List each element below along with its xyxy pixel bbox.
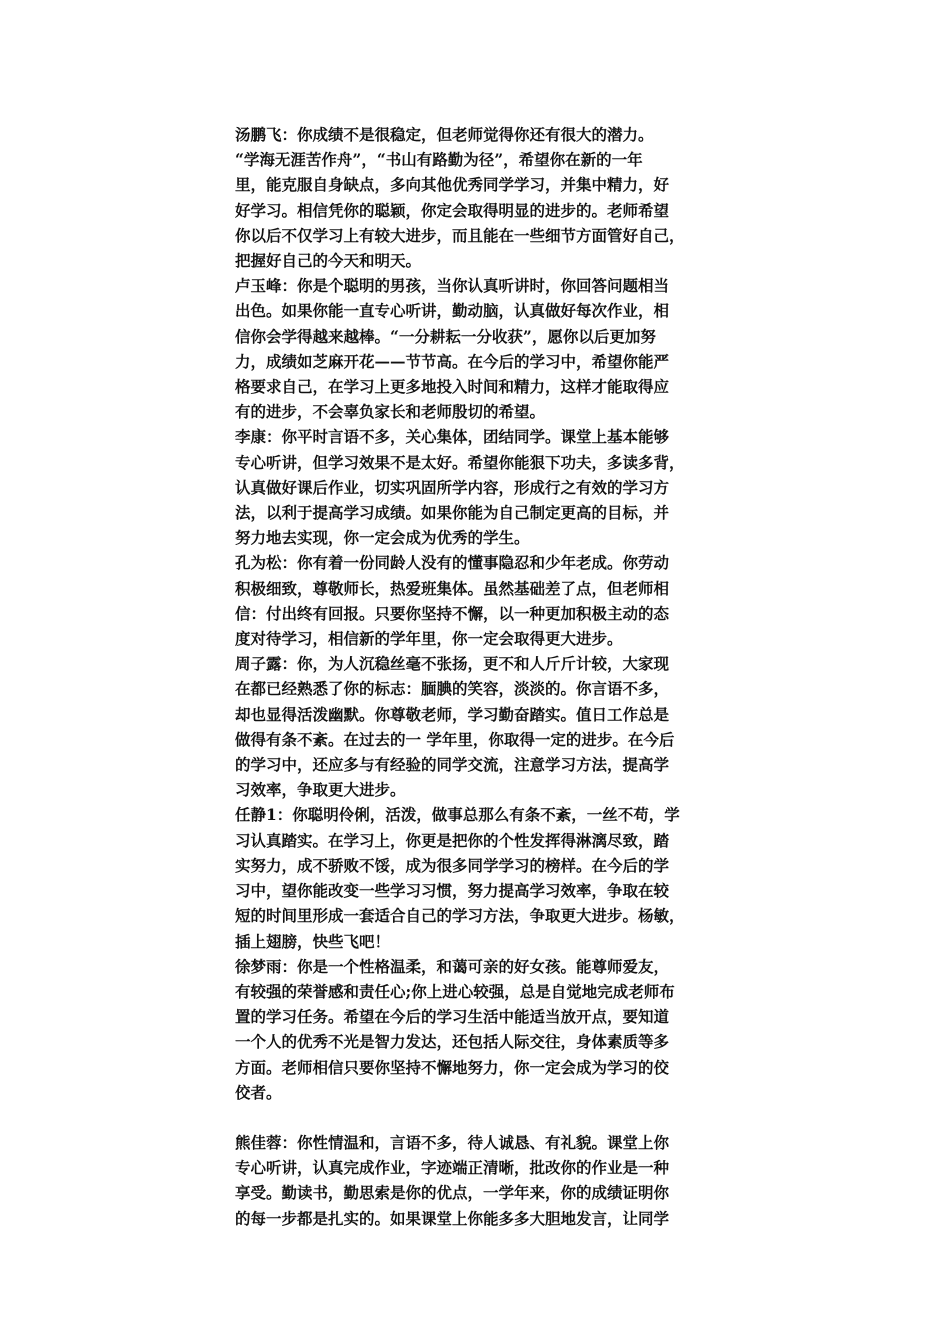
text-line: 插上翅膀，快些飞吧！ (235, 931, 391, 951)
text-line: 李康：你平时言语不多，关心集体，团结同学。课堂上基本能够 (235, 427, 670, 447)
text-line: 方面。老师相信只要你坚持不懈地努力，你一定会成为学习的佼 (235, 1057, 670, 1077)
text-line: 力，成绩如芝麻开花——节节高。在今后的学习中，希望你能严 (235, 351, 670, 371)
text-line: 的学习中，还应多与有经验的同学交流，注意学习方法，提高学 (235, 755, 670, 775)
text-line: 汤鹏飞：你成绩不是很稳定，但老师觉得你还有很大的潜力。 (235, 125, 654, 144)
text-line: 积极细致，尊敬师长，热爱班集体。虽然基础差了点，但老师相 (235, 578, 670, 598)
text-line: 度对待学习，相信新的学年里，你一定会取得更大进步。 (235, 629, 623, 649)
text-line: 孔为松：你有着一份同龄人没有的懂事隐忍和少年老成。你劳动 (235, 553, 670, 573)
text-line: 格要求自己，在学习上更多地投入时间和精力，这样才能取得应 (235, 377, 670, 397)
text-line: 认真做好课后作业，切实巩固所学内容，形成行之有效的学习方 (235, 477, 670, 497)
text-line: 短的时间里形成一套适合自己的学习方法，争取更大进步。杨敏， (235, 906, 685, 926)
text-line: 专心听讲，但学习效果不是太好。希望你能狠下功夫，多读多背， (235, 452, 685, 472)
text-line: 一个人的优秀不光是智力发达，还包括人际交往，身体素质等多 (235, 1032, 670, 1052)
text-line: 习认真踏实。在学习上，你更是把你的个性发挥得淋漓尽致，踏 (235, 830, 670, 850)
text-line: 出色。如果你能一直专心听讲，勤动脑，认真做好每次作业，相 (235, 301, 670, 321)
text-line: 好学习。相信凭你的聪颖，你定会取得明显的进步的。老师希望 (235, 200, 670, 220)
comment-paragraph-7 (235, 1130, 725, 1231)
text-line: 有的进步，不会辜负家长和老师殷切的希望。 (235, 402, 546, 422)
text-line: 实努力，成不骄败不馁，成为很多同学学习的榜样。在今后的学 (235, 855, 670, 875)
text-line: 任静1：你聪明伶俐，活泼，做事总那么有条不紊，一丝不苟，学 (235, 805, 680, 825)
text-line: 习效率，争取更大进步。 (235, 780, 406, 800)
comment-paragraph-0 (235, 122, 725, 273)
text-line: 卢玉峰：你是个聪明的男孩，当你认真听讲时，你回答问题相当 (235, 276, 670, 296)
text-line: 周子露：你，为人沉稳丝毫不张扬，更不和人斤斤计较，大家现 (235, 654, 670, 674)
text-line: 佼者。 (235, 1082, 282, 1102)
text-line: 专心听讲，认真完成作业，字迹端正清晰，批改你的作业是一种 (235, 1158, 670, 1178)
text-line: 的每一步都是扎实的。如果课堂上你能多多大胆地发言，让同学 (235, 1208, 670, 1228)
text-line: 把握好自己的今天和明天。 (235, 251, 422, 271)
text-line: 熊佳蓉：你性情温和，言语不多，待人诚恳、有礼貌。课堂上你 (235, 1132, 670, 1152)
text-line: 里，能克服自身缺点，多向其他优秀同学学习，并集中精力，好 (235, 175, 670, 195)
comment-paragraph-5 (235, 802, 725, 953)
text-line: 置的学习任务。希望在今后的学习生活中能适当放开点，要知道 (235, 1007, 670, 1027)
comment-paragraph-4 (235, 651, 725, 802)
text-line: 努力地去实现，你一定会成为优秀的学生。 (235, 528, 530, 548)
text-line: 信：付出终有回报。只要你坚持不懈，以一种更加积极主动的态 (235, 603, 670, 623)
text-line: 享受。勤读书，勤思索是你的优点，一学年来，你的成绩证明你 (235, 1183, 670, 1203)
text-line: 信你会学得越来越棒。“一分耕耘一分收获”，愿你以后更加努 (235, 326, 656, 346)
text-line: 法，以利于提高学习成绩。如果你能为自己制定更高的目标，并 (235, 503, 670, 523)
comment-paragraph-2 (235, 424, 725, 550)
text-line: 习中，望你能改变一些学习习惯，努力提高学习效率，争取在较 (235, 881, 670, 901)
text-line: 有较强的荣誉感和责任心;你上进心较强，总是自觉地完成老师布 (235, 981, 675, 1001)
text-line: 却也显得活泼幽默。你尊敬老师，学习勤奋踏实。值日工作总是 (235, 704, 670, 724)
comment-paragraph-3 (235, 550, 725, 651)
text-line: “学海无涯苦作舟”，“书山有路勤为径”，希望你在新的一年 (235, 150, 643, 170)
comment-paragraph-6 (235, 954, 725, 1105)
text-line: 徐梦雨：你是一个性格温柔，和蔼可亲的好女孩。能尊师爱友， (235, 956, 670, 976)
paragraph-spacer (235, 1105, 725, 1130)
text-line: 你以后不仅学习上有较大进步，而且能在一些细节方面管好自己， (235, 225, 685, 245)
comments-body (235, 122, 725, 1231)
text-line: 做得有条不紊。在过去的一 学年里，你取得一定的进步。在今后 (235, 729, 675, 749)
text-line: 在都已经熟悉了你的标志：腼腆的笑容，淡淡的。你言语不多， (235, 679, 670, 699)
comment-paragraph-1 (235, 273, 725, 424)
